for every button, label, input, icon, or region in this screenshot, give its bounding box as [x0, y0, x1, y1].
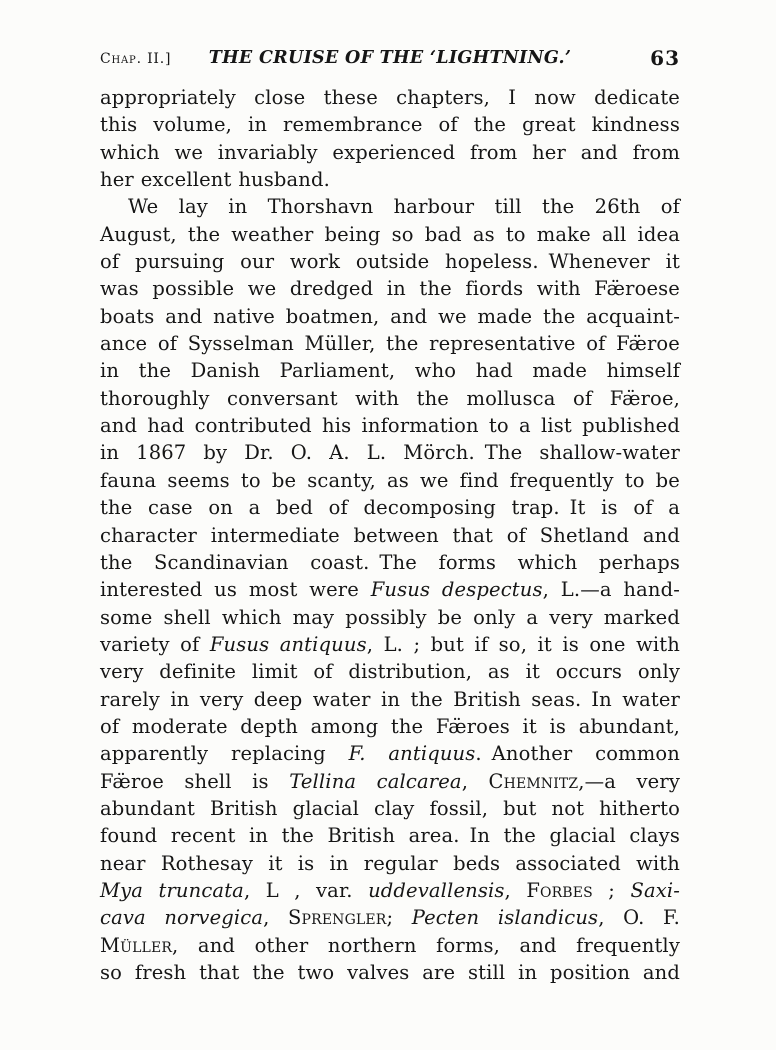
text-line — [100, 522, 680, 549]
text-segment: very definite limit of distribution, as it occurs only — [100, 660, 680, 684]
italic-text: F. antiquus — [348, 742, 476, 766]
text-line — [100, 740, 680, 767]
text-line — [100, 850, 680, 877]
text-segment: boats and native boatmen, and we made the acquaint- — [100, 304, 680, 328]
text-segment: abundant British glacial clay fossil, but not hitherto — [100, 796, 680, 820]
text-segment: . Another common — [475, 742, 680, 766]
text-segment: some shell which may possibly be only a very marked — [100, 605, 680, 629]
text-line — [100, 439, 680, 466]
text-segment: , O. F. — [598, 906, 680, 930]
text-line — [100, 385, 680, 412]
text-line — [100, 330, 680, 357]
text-segment: of moderate depth among the Fæ̈roes it is abundant, — [100, 714, 680, 738]
chapter-label: Chap. II.] — [100, 51, 172, 67]
smallcaps-text: Forbes — [526, 878, 593, 902]
text-segment: rarely in very deep water in the British seas. In water — [100, 687, 680, 711]
text-line — [100, 84, 680, 111]
text-segment: fauna seems to be scanty, as we find frequently to be — [100, 468, 680, 492]
text-line — [100, 221, 680, 248]
text-segment: of pursuing our work outside hopeless. Whenever it — [100, 250, 680, 274]
text-segment: , L.—a hand- — [542, 578, 680, 602]
text-segment: Fæ̈roe shell is — [100, 769, 290, 793]
italic-text: Saxi- — [630, 878, 680, 902]
smallcaps-text: Müller — [100, 933, 173, 957]
text-line — [100, 959, 680, 986]
text-line — [100, 193, 680, 220]
text-segment: in 1867 by Dr. O. A. L. Mörch. The shallow-water — [100, 441, 680, 465]
text-segment: variety of — [100, 632, 210, 656]
text-line — [100, 576, 680, 603]
text-line — [100, 412, 680, 439]
text-segment: ,—a very — [578, 769, 680, 793]
page-header — [100, 42, 680, 70]
italic-text: Fusus antiquus — [209, 632, 367, 656]
page-body — [100, 84, 680, 986]
text-segment: , — [263, 906, 289, 930]
text-line — [100, 822, 680, 849]
page-number: 63 — [650, 46, 680, 70]
smallcaps-text: Chemnitz — [488, 769, 579, 793]
text-line — [100, 467, 680, 494]
text-line — [100, 139, 680, 166]
text-line — [100, 904, 680, 931]
italic-text: Mya truncata — [100, 878, 244, 902]
text-line — [100, 303, 680, 330]
italic-text: Tellina calcarea — [289, 769, 462, 793]
text-line — [100, 795, 680, 822]
text-line — [100, 111, 680, 138]
text-line — [100, 877, 680, 904]
text-segment: found recent in the British area. In the glacial clays — [100, 824, 680, 848]
text-segment: August, the weather being so bad as to make all idea — [100, 222, 680, 246]
text-segment: ; — [386, 906, 412, 930]
italic-text: Fusus despectus — [370, 578, 543, 602]
text-line — [100, 275, 680, 302]
text-segment: appropriately close these chapters, I now dedicate — [100, 86, 680, 109]
text-line — [100, 494, 680, 521]
text-segment: interested us most were — [100, 578, 371, 602]
text-segment: near Rothesay it is in regular beds associated with — [100, 851, 680, 875]
italic-text: Pecten islandicus — [411, 906, 599, 930]
text-line — [100, 932, 680, 959]
text-segment: , — [504, 878, 527, 902]
text-segment: , L. ; but if so, it is one with — [366, 632, 680, 656]
text-segment: ; — [592, 878, 631, 902]
text-segment: character intermediate between that of Shetland and — [100, 523, 680, 547]
text-line — [100, 686, 680, 713]
text-segment: was possible we dredged in the fiords with Fæ̈roese — [100, 277, 680, 301]
text-segment: , — [461, 769, 489, 793]
text-segment: the case on a bed of decomposing trap. It is of a — [100, 496, 680, 520]
running-title: THE CRUISE OF THE ‘LIGHTNING.’ — [208, 48, 572, 68]
italic-text: uddevallensis — [368, 878, 505, 902]
text-segment: ance of Sysselman Müller, the representative of Fæ̈roe — [100, 332, 680, 356]
text-segment: and had contributed his information to a list published — [100, 414, 680, 438]
text-segment: her excellent husband. — [100, 168, 330, 192]
text-segment: in the Danish Parliament, who had made himself — [100, 359, 680, 383]
italic-text: cava norvegica — [100, 906, 264, 930]
text-segment: the Scandinavian coast. The forms which perhaps — [100, 550, 680, 574]
text-line — [100, 549, 680, 576]
text-segment: apparently replacing — [100, 742, 349, 766]
text-line — [100, 166, 680, 193]
text-line — [100, 713, 680, 740]
text-segment: which we invariably experienced from her and from — [100, 140, 680, 164]
smallcaps-text: Sprengler — [288, 906, 387, 930]
text-segment: so fresh that the two valves are still in position and — [100, 961, 680, 984]
text-segment: , and other northern forms, and frequently — [172, 933, 680, 957]
text-line — [100, 248, 680, 275]
text-line — [100, 604, 680, 631]
text-segment: , L , var. — [243, 878, 369, 902]
text-segment: this volume, in remembrance of the great kindness — [100, 113, 680, 137]
text-segment: We lay in Thorshavn harbour till the 26th of — [128, 195, 680, 219]
text-line — [100, 768, 680, 795]
text-line — [100, 357, 680, 384]
text-line — [100, 631, 680, 658]
text-line — [100, 658, 680, 685]
text-segment: thoroughly conversant with the mollusca of Fæ̈roe, — [100, 386, 680, 410]
